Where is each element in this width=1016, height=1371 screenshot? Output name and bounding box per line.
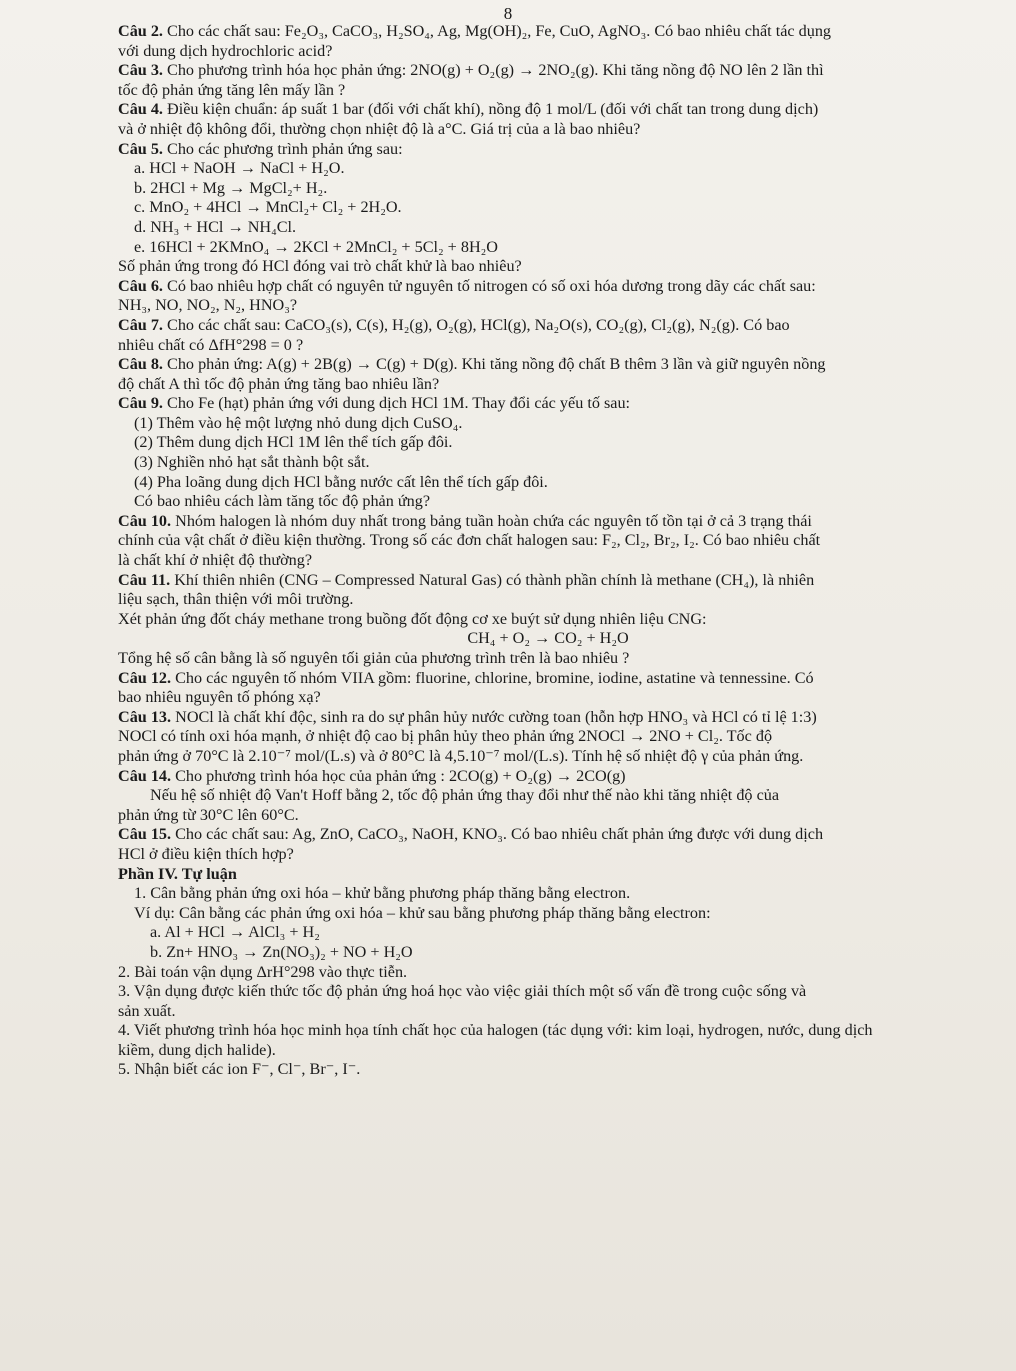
text-line [118, 727, 978, 747]
text-line [118, 512, 978, 532]
line-text: phản ứng từ 30°C lên 60°C. [118, 805, 299, 824]
line-text: NH₃, NO, NO₂, N₂, HNO₃? [118, 296, 298, 315]
question-label: Câu 15. [118, 825, 172, 844]
text-line [118, 982, 978, 1002]
text-line [118, 473, 978, 493]
line-text: Cho phản ứng: A(g) + 2B(g) → C(g) + D(g). Khi tăng nồng độ chất B thêm 3 lần và giữ nguyên nồng [162, 355, 826, 374]
question-label: Câu 10. [118, 511, 172, 530]
text-line [118, 179, 978, 199]
line-text: e. 16HCl + 2KMnO₄ → 2KCl + 2MnCl₂ + 5Cl₂ + 8H₂O [134, 237, 498, 256]
line-text: Cho các chất sau: Ag, ZnO, CaCO₃, NaOH, KNO₃. Có bao nhiêu chất phản ứng được với dung dịch [171, 825, 824, 844]
line-text: Xét phản ứng đốt cháy methane trong buồng đốt động cơ xe buýt sử dụng nhiên liệu CNG: [118, 609, 707, 628]
line-text: kiềm, dung dịch halide). [118, 1040, 276, 1059]
line-text: sản xuất. [118, 1001, 176, 1020]
text-line [118, 296, 978, 316]
question-label: Câu 7. [118, 315, 163, 334]
text-line [118, 531, 978, 551]
line-text: b. 2HCl + Mg → MgCl₂+ H₂. [134, 178, 328, 197]
text-line [118, 669, 978, 689]
line-text: liệu sạch, thân thiện với môi trường. [118, 590, 354, 609]
text-line [118, 433, 978, 453]
line-text: (4) Pha loãng dung dịch HCl bằng nước cất lên thể tích gấp đôi. [134, 472, 548, 491]
line-text: c. MnO₂ + 4HCl → MnCl₂+ Cl₂ + 2H₂O. [134, 198, 402, 217]
text-line [118, 845, 978, 865]
text-line [118, 1060, 978, 1080]
text-line [118, 767, 978, 787]
question-label: Câu 4. [118, 100, 163, 119]
line-text: và ở nhiệt độ không đổi, thường chọn nhiệt độ là a°C. Giá trị của a là bao nhiêu? [118, 119, 641, 138]
text-line [118, 61, 978, 81]
text-line [118, 316, 978, 336]
line-text: 3. Vận dụng được kiến thức tốc độ phản ứng hoá học vào việc giải thích một số vấn đề trong cuộc sống và [118, 982, 807, 1001]
text-line [118, 81, 978, 101]
line-text: (3) Nghiền nhỏ hạt sắt thành bột sắt. [134, 453, 370, 472]
text-line [118, 394, 978, 414]
question-label: Câu 12. [118, 668, 172, 687]
line-text: Khí thiên nhiên (CNG – Compressed Natural Gas) có thành phần chính là methane (CH₄), là nhiên [170, 570, 815, 589]
text-line [118, 257, 978, 277]
text-line [118, 100, 978, 120]
line-text: Cho phương trình hóa học phản ứng: 2NO(g) + O₂(g) → 2NO₂(g). Khi tăng nồng độ NO lên 2 lần thì [162, 61, 824, 80]
line-text: (1) Thêm vào hệ một lượng nhỏ dung dịch CuSO₄. [134, 413, 463, 432]
text-line [118, 355, 978, 375]
line-text: NOCl có tính oxi hóa mạnh, ở nhiệt độ cao bị phân hủy theo phản ứng 2NOCl → 2NO + Cl₂. Tốc độ [118, 727, 773, 746]
line-text: Cho Fe (hạt) phản ứng với dung dịch HCl 1M. Thay đổi các yếu tố sau: [162, 394, 631, 413]
text-line [118, 747, 978, 767]
line-text: Điều kiện chuẩn: áp suất 1 bar (đối với chất khí), nồng độ 1 mol/L (đối với chất tan trong dung dịch) [162, 100, 819, 119]
line-text: Có bao nhiêu cách làm tăng tốc độ phản ứng? [134, 492, 431, 511]
text-line [118, 629, 978, 649]
line-text: Số phản ứng trong đó HCl đóng vai trò chất khử là bao nhiêu? [118, 257, 522, 276]
line-text: 1. Cân bằng phản ứng oxi hóa – khử bằng phương pháp thăng bằng electron. [134, 884, 631, 903]
document-body [118, 22, 978, 1080]
question-label: Câu 5. [118, 139, 163, 158]
text-line [118, 414, 978, 434]
line-text: Phần IV. Tự luận [118, 864, 237, 883]
page-number: 8 [503, 4, 513, 23]
line-text: nhiêu chất có ΔfH°298 = 0 ? [118, 335, 304, 354]
question-label: Câu 11. [118, 570, 171, 589]
line-text: (2) Thêm dung dịch HCl 1M lên thể tích gấp đôi. [134, 433, 453, 452]
text-line [118, 825, 978, 845]
text-line [118, 492, 978, 512]
line-text: độ chất A thì tốc độ phản ứng tăng bao nhiêu lần? [118, 374, 440, 393]
text-line [118, 590, 978, 610]
line-text: HCl ở điều kiện thích hợp? [118, 844, 294, 863]
line-text: 5. Nhận biết các ion F⁻, Cl⁻, Br⁻, I⁻. [118, 1060, 361, 1079]
text-line [118, 649, 978, 669]
text-line [118, 336, 978, 356]
text-line [118, 943, 978, 963]
line-text: bao nhiêu nguyên tố phóng xạ? [118, 688, 321, 707]
text-line [118, 923, 978, 943]
line-text: chính của vật chất ở điều kiện thường. Trong số các đơn chất halogen sau: F₂, Cl₂, Br₂, I₂. Có bao nhiêu chất [118, 531, 821, 550]
line-text: Cho các phương trình phản ứng sau: [162, 139, 403, 158]
line-text: Cho các chất sau: CaCO₃(s), C(s), H₂(g), O₂(g), HCl(g), Na₂O(s), CO₂(g), Cl₂(g), N₂(g). Có bao [162, 315, 790, 334]
line-text: CH₄ + O₂ → CO₂ + H₂O [467, 629, 629, 648]
text-line [118, 218, 978, 238]
question-label: Câu 3. [118, 61, 163, 80]
question-label: Câu 8. [118, 355, 163, 374]
text-line [118, 963, 978, 983]
text-line [118, 159, 978, 179]
text-line [118, 120, 978, 140]
question-label: Câu 13. [118, 707, 172, 726]
question-label: Câu 2. [118, 22, 163, 40]
text-line [118, 1002, 978, 1022]
text-line [118, 22, 978, 42]
line-text: Tổng hệ số cân bằng là số nguyên tối giản của phương trình trên là bao nhiêu ? [118, 649, 630, 667]
text-line [118, 708, 978, 728]
line-text: Có bao nhiêu hợp chất có nguyên tử nguyên tố nitrogen có số oxi hóa dương trong dãy các chất sau: [162, 276, 816, 295]
text-line [118, 1041, 978, 1061]
text-line [118, 42, 978, 62]
text-line [118, 571, 978, 591]
text-line [118, 865, 978, 885]
line-text: là chất khí ở nhiệt độ thường? [118, 551, 313, 570]
text-line [118, 453, 978, 473]
text-line [118, 140, 978, 160]
line-text: Cho phương trình hóa học của phản ứng : 2CO(g) + O₂(g) → 2CO(g) [171, 766, 626, 785]
line-text: 2. Bài toán vận dụng ΔrH°298 vào thực tiễn. [118, 962, 408, 981]
line-text: với dung dịch hydrochloric acid? [118, 41, 333, 60]
text-line [118, 786, 978, 806]
question-label: Câu 6. [118, 276, 163, 295]
line-text: b. Zn+ HNO₃ → Zn(NO₃)₂ + NO + H₂O [150, 942, 413, 961]
line-text: a. HCl + NaOH → NaCl + H₂O. [134, 159, 345, 178]
line-text: NOCl là chất khí độc, sinh ra do sự phân hủy nước cường toan (hỗn hợp HNO₃ và HCl có tỉ lệ 1:3) [171, 707, 817, 726]
text-line [118, 375, 978, 395]
line-text: 4. Viết phương trình hóa học minh họa tính chất học của halogen (tác dụng với: kim loại, hydrogen, nước, dung dịch [118, 1021, 873, 1040]
question-label: Câu 14. [118, 766, 172, 785]
line-text: tốc độ phản ứng tăng lên mấy lần ? [118, 80, 346, 99]
text-line [118, 1021, 978, 1041]
text-line [118, 198, 978, 218]
text-line [118, 610, 978, 630]
question-label: Câu 9. [118, 394, 163, 413]
text-line [118, 904, 978, 924]
text-line [118, 551, 978, 571]
text-line [118, 884, 978, 904]
line-text: Nhóm halogen là nhóm duy nhất trong bảng tuần hoàn chứa các nguyên tố tồn tại ở cả 3 trạng thái [171, 511, 812, 530]
line-text: phản ứng ở 70°C là 2.10⁻⁷ mol/(L.s) và ở 80°C là 4,5.10⁻⁷ mol/(L.s). Tính hệ số nhiệt độ γ của phản ứng. [118, 746, 804, 765]
line-text: Cho các nguyên tố nhóm VIIA gồm: fluorine, chlorine, bromine, iodine, astatine và tennessine. Có [171, 668, 814, 687]
text-line [118, 277, 978, 297]
text-line [118, 688, 978, 708]
line-text: Ví dụ: Cân bằng các phản ứng oxi hóa – khử sau bằng phương pháp thăng bằng electron: [134, 903, 711, 922]
text-line [118, 238, 978, 258]
line-text: Nếu hệ số nhiệt độ Van't Hoff bằng 2, tốc độ phản ứng thay đổi như thế nào khi tăng nhiệt độ của [150, 786, 780, 805]
line-text: d. NH₃ + HCl → NH₄Cl. [134, 217, 297, 236]
text-line [118, 806, 978, 826]
line-text: Cho các chất sau: Fe₂O₃, CaCO₃, H₂SO₄, Ag, Mg(OH)₂, Fe, CuO, AgNO₃. Có bao nhiêu chất tác dụng [162, 22, 832, 40]
line-text: a. Al + HCl → AlCl₃ + H₂ [150, 923, 320, 942]
